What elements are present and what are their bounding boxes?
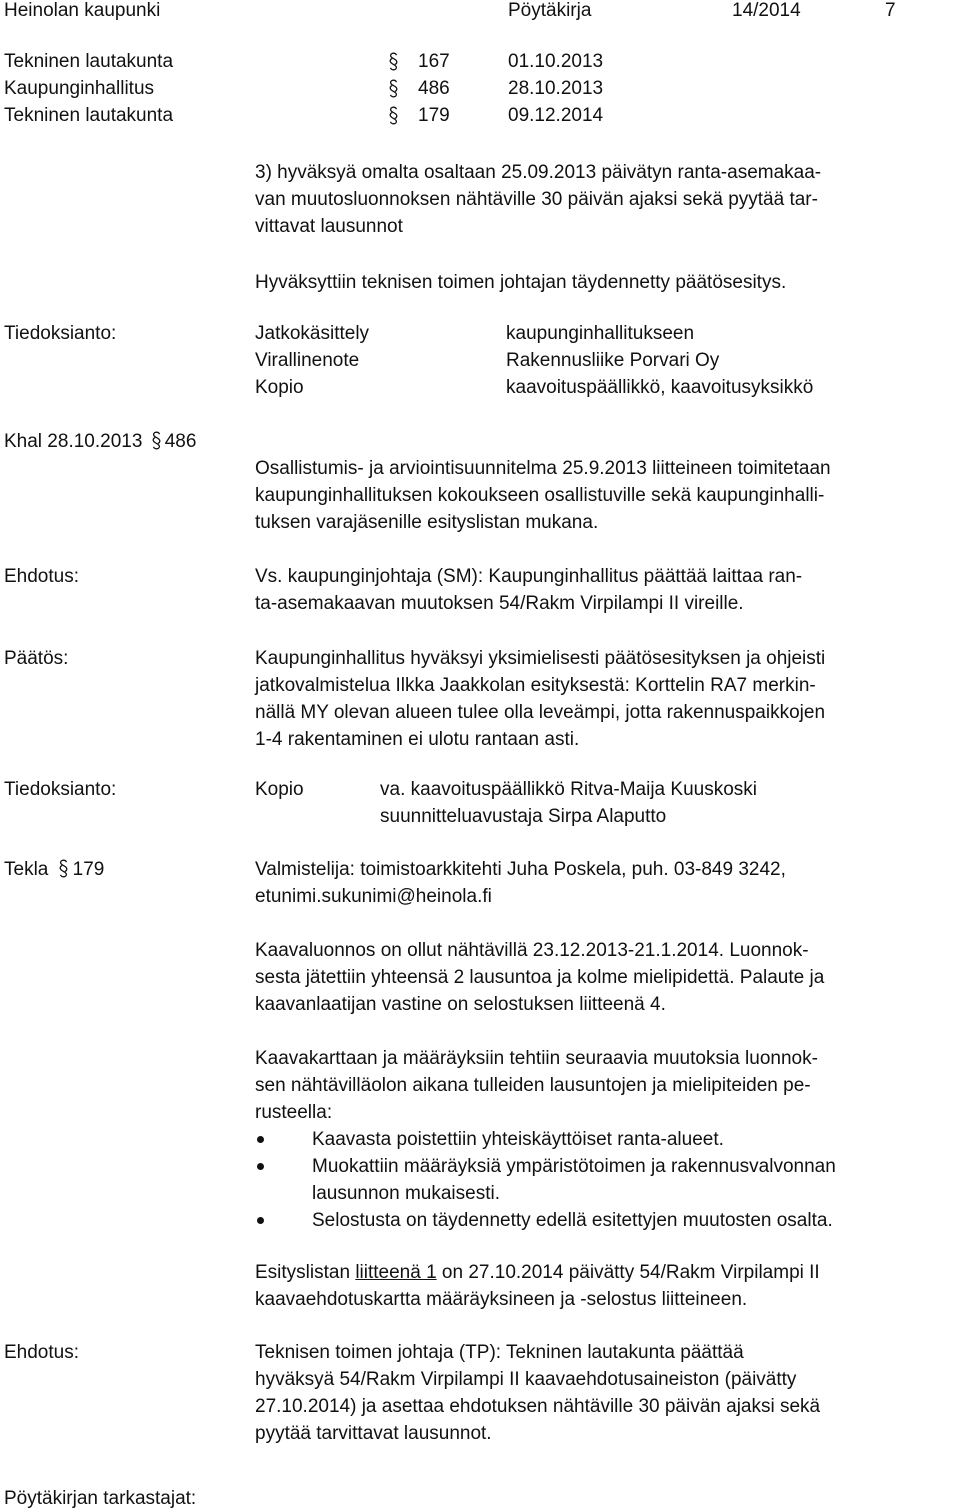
list-item: [255, 1153, 955, 1207]
history-date: 01.10.2013: [508, 51, 604, 72]
accepted-statement: Hyväksyttiin teknisen toimen johtajan täydennetty päätösesitys.: [255, 272, 787, 293]
khal-decision: [255, 645, 955, 753]
section-sign-icon: [58, 859, 69, 878]
distribution-type: Kopio: [255, 779, 304, 800]
distribution-type: Virallinenote: [255, 350, 360, 371]
distribution-recipient: kaupunginhallitukseen: [506, 323, 695, 344]
bullet-icon: [257, 1217, 264, 1224]
text-line: Kaavasta poistettiin yhteiskäyttöiset ranta-alueet.: [312, 1129, 724, 1150]
tekla-proposal: [255, 1339, 955, 1447]
text-line: vittavat lausunnot: [255, 216, 403, 237]
history-body: Tekninen lautakunta: [4, 51, 174, 72]
paragraph-changes: [255, 1045, 955, 1126]
history-body: Tekninen lautakunta: [4, 105, 174, 126]
list-item: [255, 1126, 955, 1153]
text-line: 1-4 rakentaminen ei ulotu rantaan asti.: [255, 729, 580, 750]
text-line: 3) hyväksyä omalta osaltaan 25.09.2013 päivätyn ranta-asemakaa-: [255, 162, 822, 183]
history-body: Kaupunginhallitus: [4, 78, 155, 99]
distribution-type: Kopio: [255, 377, 304, 398]
bullet-icon: [257, 1136, 264, 1143]
text-line: Kaupunginhallitus hyväksyi yksimielisesti päätösesityksen ja ohjeisti: [255, 648, 826, 669]
distribution-label: Tiedoksianto:: [4, 323, 117, 344]
page-number: 7: [885, 0, 896, 21]
list-item: [255, 1207, 955, 1234]
agenda-text: Esityslistan: [255, 1262, 356, 1283]
distribution-recipient: Rakennusliike Porvari Oy: [506, 350, 720, 371]
text-line: jatkovalmistelua Ilkka Jaakkolan esityksestä: Korttelin RA7 merkin-: [255, 675, 816, 696]
text-line: sesta jätettiin yhteensä 2 lausuntoa ja kolme mielipidettä. Palaute ja: [255, 967, 825, 988]
resolution-item-3: [255, 159, 955, 240]
text-line: van muutosluonnoksen nähtäville 30 päivän ajaksi sekä pyytää tar-: [255, 189, 818, 210]
text-line: pyytää tarvittavat lausunnot.: [255, 1423, 492, 1444]
text-line: ta-asemakaavan muutoksen 54/Rakm Virpilampi II vireille.: [255, 593, 744, 614]
proposal-label: Ehdotus:: [4, 566, 79, 587]
text-line: Selostusta on täydennetty edellä esitettyjen muutosten osalta.: [312, 1210, 833, 1231]
khal-proposal: [255, 563, 955, 617]
section-sign-icon: [388, 52, 399, 71]
khal-label: [4, 428, 196, 455]
text-line: lausunnon mukaisesti.: [312, 1183, 500, 1204]
distribution-recipient: suunnitteluavustaja Sirpa Alaputto: [380, 806, 667, 827]
text-line: kaavanlaatijan vastine on selostuksen liitteenä 4.: [255, 994, 666, 1015]
bullet-icon: [257, 1163, 264, 1170]
tekla-section-number: 179: [72, 859, 105, 880]
decision-label: Päätös:: [4, 648, 69, 669]
municipality-name: Heinolan kaupunki: [4, 0, 161, 21]
document-number: 14/2014: [732, 0, 801, 21]
text-line: tuksen varajäsenille esityslistan mukana.: [255, 512, 599, 533]
distribution-label: Tiedoksianto:: [4, 779, 117, 800]
distribution-type: Jatkokäsittely: [255, 323, 370, 344]
text-line: 27.10.2014) ja asettaa ehdotuksen nähtäville 30 päivän ajaksi sekä: [255, 1396, 821, 1417]
tekla-label: [4, 856, 104, 883]
distribution-recipient: kaavoituspäällikkö, kaavoitusyksikkö: [506, 377, 814, 398]
history-date: 28.10.2013: [508, 78, 604, 99]
history-section: 179: [418, 105, 450, 126]
proposal-label: Ehdotus:: [4, 1342, 79, 1363]
text-line: Valmistelija: toimistoarkkitehti Juha Poskela, puh. 03-849 3242,: [255, 859, 786, 880]
history-section: 167: [418, 51, 450, 72]
section-sign-icon: [388, 106, 399, 125]
paragraph-draft-viewing: [255, 937, 955, 1018]
paragraph-agenda-attachment: [255, 1259, 955, 1313]
khal-section-number: 486: [164, 431, 197, 452]
document-type: Pöytäkirja: [508, 0, 592, 21]
text-line: [255, 1259, 955, 1286]
text-line: sen nähtävilläolon aikana tulleiden lausuntojen ja mielipiteiden pe-: [255, 1075, 811, 1096]
text-line: Osallistumis- ja arviointisuunnitelma 25.9.2013 liitteineen toimitetaan: [255, 458, 831, 479]
text-line: rusteella:: [255, 1102, 333, 1123]
text-line: kaupunginhallituksen kokoukseen osallistuville sekä kaupunginhalli-: [255, 485, 825, 506]
tekla-prefix: Tekla: [4, 859, 49, 880]
text-line: hyväksyä 54/Rakm Virpilampi II kaavaehdotusaineiston (päivätty: [255, 1369, 797, 1390]
agenda-text: on 27.10.2014 päivätty 54/Rakm Virpilampi II: [436, 1262, 820, 1283]
khal-text: [255, 455, 955, 536]
history-date: 09.12.2014: [508, 105, 604, 126]
text-line: nällä MY olevan alueen tulee olla leveämpi, jotta rakennuspaikkojen: [255, 702, 826, 723]
text-line: etunimi.sukunimi@heinola.fi: [255, 886, 492, 907]
text-line: Teknisen toimen johtaja (TP): Tekninen lautakunta päättää: [255, 1342, 744, 1363]
minutes-reviewers-label: Pöytäkirjan tarkastajat:: [4, 1488, 197, 1509]
text-line: kaavaehdotuskartta määräyksineen ja -selostus liitteineen.: [255, 1289, 748, 1310]
khal-date: Khal 28.10.2013: [4, 431, 143, 452]
text-line: Vs. kaupunginjohtaja (SM): Kaupunginhallitus päättää laittaa ran-: [255, 566, 803, 587]
history-section: 486: [418, 78, 450, 99]
attachment-link[interactable]: liitteenä 1: [355, 1262, 437, 1283]
distribution-recipient: va. kaavoituspäällikkö Ritva-Maija Kuuskoski: [380, 779, 757, 800]
text-line: Kaavaluonnos on ollut nähtävillä 23.12.2013-21.1.2014. Luonnok-: [255, 940, 809, 961]
text-line: Muokattiin määräyksiä ympäristötoimen ja rakennusvalvonnan: [312, 1156, 836, 1177]
preparer-info: [255, 856, 955, 910]
text-line: Kaavakarttaan ja määräyksiin tehtiin seuraavia muutoksia luonnok-: [255, 1048, 818, 1069]
section-sign-icon: [151, 431, 162, 450]
changes-list: [255, 1126, 955, 1234]
section-sign-icon: [388, 79, 399, 98]
